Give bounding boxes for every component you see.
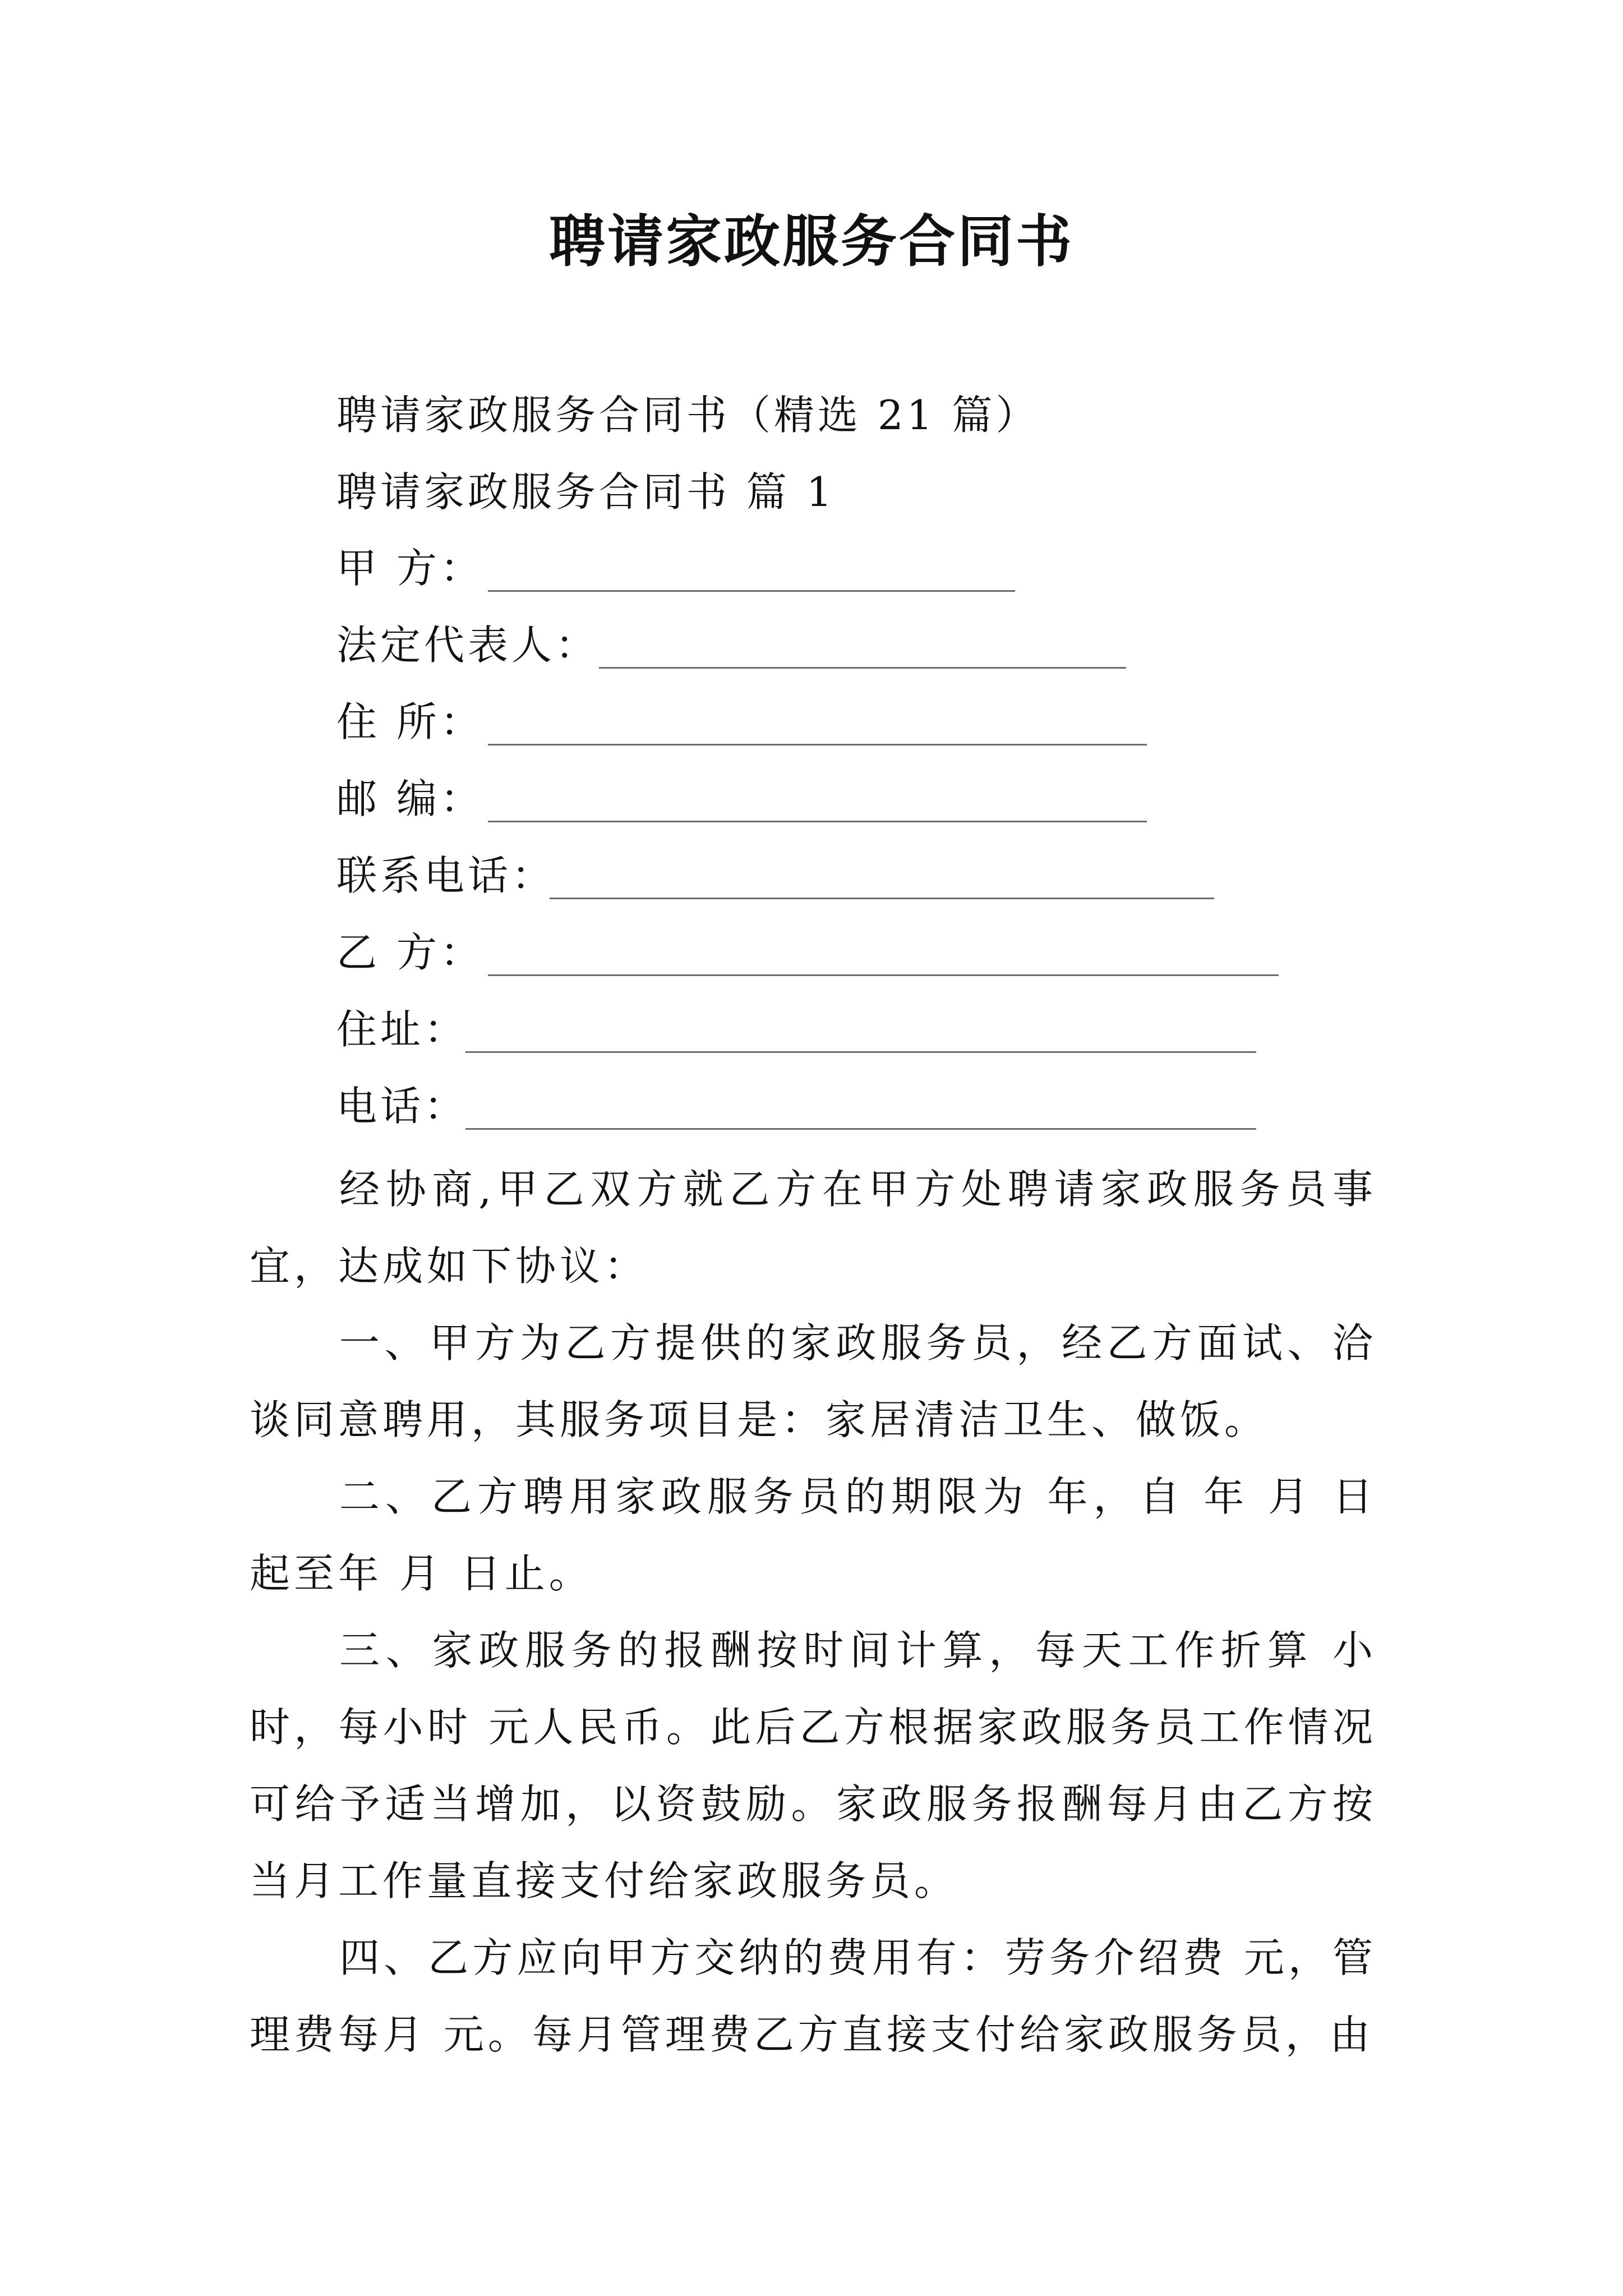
clause-2: 二、乙方聘用家政服务员的期限为 年，自 年 月 日起至年 月 日止。 bbox=[250, 1473, 1377, 1597]
residence-blank bbox=[488, 744, 1147, 746]
clause-4: 四、乙方应向甲方交纳的费用有：劳务介绍费 元，管理费每月 元。每月管理费乙方直接支付给家政服务员，由 bbox=[250, 1934, 1377, 2058]
document-title: 聘请家政服务合同书 bbox=[549, 208, 1074, 274]
legal-rep-label: 法定代表人： bbox=[336, 622, 600, 669]
party-a-blank bbox=[488, 590, 1015, 592]
legal-rep-blank bbox=[599, 667, 1126, 669]
phone-label: 电话： bbox=[336, 1083, 468, 1130]
residence-label: 住 所： bbox=[336, 698, 484, 746]
postcode-blank bbox=[488, 821, 1147, 822]
section-heading: 聘请家政服务合同书 篇 1 bbox=[336, 468, 836, 516]
clause-3: 三、家政服务的报酬按时间计算，每天工作折算 小时，每小时 元人民币。此后乙方根据家政服务员工作情况可给予适当增加，以资鼓励。家政服务报酬每月由乙方按当月工作量直接支付给家政服务员。 bbox=[250, 1627, 1377, 1904]
postcode-label: 邮 编： bbox=[336, 775, 484, 822]
intro-paragraph: 经协商,甲乙双方就乙方在甲方处聘请家政服务员事宜，达成如下协议： bbox=[250, 1166, 1377, 1290]
document-subtitle: 聘请家政服务合同书（精选 21 篇） bbox=[336, 392, 1040, 439]
address-label: 住址： bbox=[336, 1006, 468, 1053]
phone-blank bbox=[465, 1128, 1256, 1130]
party-b-label: 乙 方： bbox=[336, 929, 484, 976]
clause-1: 一、甲方为乙方提供的家政服务员，经乙方面试、洽谈同意聘用，其服务项目是：家居清洁卫生、做饭。 bbox=[250, 1319, 1377, 1443]
address-blank bbox=[465, 1051, 1256, 1053]
contact-phone-blank bbox=[550, 898, 1214, 899]
contact-phone-label: 联系电话： bbox=[336, 852, 556, 899]
party-a-label: 甲 方： bbox=[336, 545, 484, 592]
party-b-blank bbox=[488, 974, 1279, 976]
